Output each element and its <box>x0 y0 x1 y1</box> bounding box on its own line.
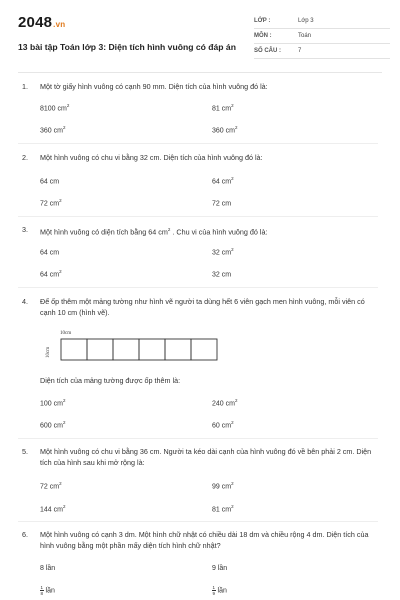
fraction: $\frac{1}{8}$ <box>40 585 44 596</box>
meta-table <box>254 14 390 59</box>
option-b[interactable]: 99 $cm^2$ <box>212 481 234 491</box>
tile-square <box>165 339 191 360</box>
question-text: Một hình vuông có chu vi bằng 36 cm. Người ta kéo dài cạnh của hình vuông đó về bên phải 2 cm. Diện tích của hình sau khi mở rộng là: <box>40 447 372 467</box>
option-d[interactable]: 360 $cm^2$ <box>212 125 238 135</box>
option-a[interactable]: 64 cm <box>40 249 60 257</box>
option-a[interactable]: 8 lần <box>40 565 56 572</box>
option-d[interactable]: 60 $cm^2$ <box>212 420 234 430</box>
question-text: Một hình vuông có cạnh 3 dm. Một hình chữ nhật có chiều dài 18 dm và chiều rộng 4 dm. Diện tích của hình vuông bằng một phần mấy diện tích hình chữ nhật? <box>40 530 369 550</box>
question-text: Để ốp thêm một mảng tường như hình vẽ người ta dùng hết 6 viên gạch men hình vuông, mỗi viên có cạnh 10 cm (hình vẽ). <box>40 297 365 317</box>
option-c[interactable]: 600 $cm^2$ <box>40 420 66 430</box>
option-d[interactable]: $\frac{1}{9}$ lần <box>212 585 227 596</box>
header-divider <box>18 72 382 73</box>
option-d[interactable]: 32 cm <box>212 271 232 279</box>
option-b[interactable]: 9 lần <box>212 565 228 572</box>
divider <box>18 438 378 439</box>
divider <box>18 287 378 288</box>
option-a[interactable]: 64 cm <box>40 178 60 186</box>
tile-height-label: 10cm <box>46 346 51 358</box>
question-text: Một tờ giấy hình vuông có cạnh 90 mm. Diện tích của hình vuông đó là: <box>40 82 268 91</box>
option-b[interactable]: 32 $cm^2$ <box>212 247 234 257</box>
worksheet-page: 2048.vn 13 bài tập Toán lớp 3: Diện tích hình vuông có đáp án LỚP : Lớp 3 MÔN : Toán SỐ CÂU : 7 1. Một tờ giấy hình vuông có cạnh 90 mm. Diện tích của hình vuông đó là: 8100 $cm^2$ 81 $cm^2$ 360 $cm^2$ 360 $cm^2$ 2. Một hình vuông có chu vi bằng 32 cm. Diện tích của hình vuông đó là: 64 cm 64 $cm^2$ 72 $cm^2$ 72 cm 3. Một hình vuông có diện tích bằng 64 $cm^2$ . Chu vi của hình vuông đó là: 64 cm 32 $cm^2$ 64 $cm^2$ 32 cm 4. Để ốp thêm một mảng tường như hình vẽ người ta dùng hết 6 viên gạch men hình vuông, mỗi viên có cạnh 10 cm (hình vẽ). 10cm 10cm Diện tích của mảng tường được ốp thêm là: 100 $cm^2$ 240 $cm^2$ 600 $cm^2$ 60 $cm^2$ 5. Một hình vuông có chu vi bằng 36 cm. Người ta kéo dài cạnh của hình vuông đó về bên phải 2 cm. Diện tích của hình sau khi mở rộng là: 72 $cm^2$ 99 $cm^2$ 144 $cm^2$ 81 $cm^2$ 6. Một hình vuông có cạnh 3 dm. Một hình chữ nhật có chiều dài 18 dm và chiều rộng 4 dm. Diện tích của hình vuông bằng một phần mấy diện tích hình chữ nhật? 8 lần 9 lần $\frac{1}{8}$ lần $\frac{1}{9}$ lần <box>0 0 400 600</box>
tile-square <box>113 339 139 360</box>
page-title: 13 bài tập Toán lớp 3: Diện tích hình vuông có đáp án <box>18 42 236 52</box>
tile-square <box>191 339 217 360</box>
meta-row-count: SỐ CÂU : 7 <box>254 44 390 59</box>
option-d[interactable]: 81 $cm^2$ <box>212 504 234 514</box>
fraction: $\frac{1}{9}$ <box>212 585 216 596</box>
logo: 2048.vn <box>18 14 66 31</box>
option-a[interactable]: 100 $cm^2$ <box>40 398 66 408</box>
option-b[interactable]: 64 $cm^2$ <box>212 176 234 186</box>
option-c[interactable]: 144 $cm^2$ <box>40 504 66 514</box>
option-a[interactable]: 8100 $cm^2$ <box>40 103 70 113</box>
tile-square <box>61 339 87 360</box>
option-c[interactable]: 64 $cm^2$ <box>40 269 62 279</box>
option-c[interactable]: $\frac{1}{8}$ lần <box>40 585 55 596</box>
option-a[interactable]: 72 $cm^2$ <box>40 481 62 491</box>
divider <box>18 521 378 522</box>
tile-width-label: 10cm <box>60 331 72 336</box>
option-b[interactable]: 240 $cm^2$ <box>212 398 238 408</box>
header <box>18 14 390 62</box>
tiles-figure <box>60 338 220 362</box>
divider <box>18 143 378 144</box>
divider <box>18 216 378 217</box>
option-c[interactable]: 72 $cm^2$ <box>40 198 62 208</box>
tile-square <box>87 339 113 360</box>
meta-row-subject: MÔN : Toán <box>254 29 390 44</box>
option-d[interactable]: 72 cm <box>212 200 232 208</box>
meta-row-class: LỚP : Lớp 3 <box>254 14 390 29</box>
question-text: Một hình vuông có chu vi bằng 32 cm. Diện tích của hình vuông đó là: <box>40 153 263 162</box>
question-text: Một hình vuông có diện tích bằng 64 $cm^2$ . Chu vi của hình vuông đó là: <box>40 227 268 237</box>
option-c[interactable]: 360 $cm^2$ <box>40 125 66 135</box>
option-b[interactable]: 81 $cm^2$ <box>212 103 234 113</box>
tile-square <box>139 339 165 360</box>
